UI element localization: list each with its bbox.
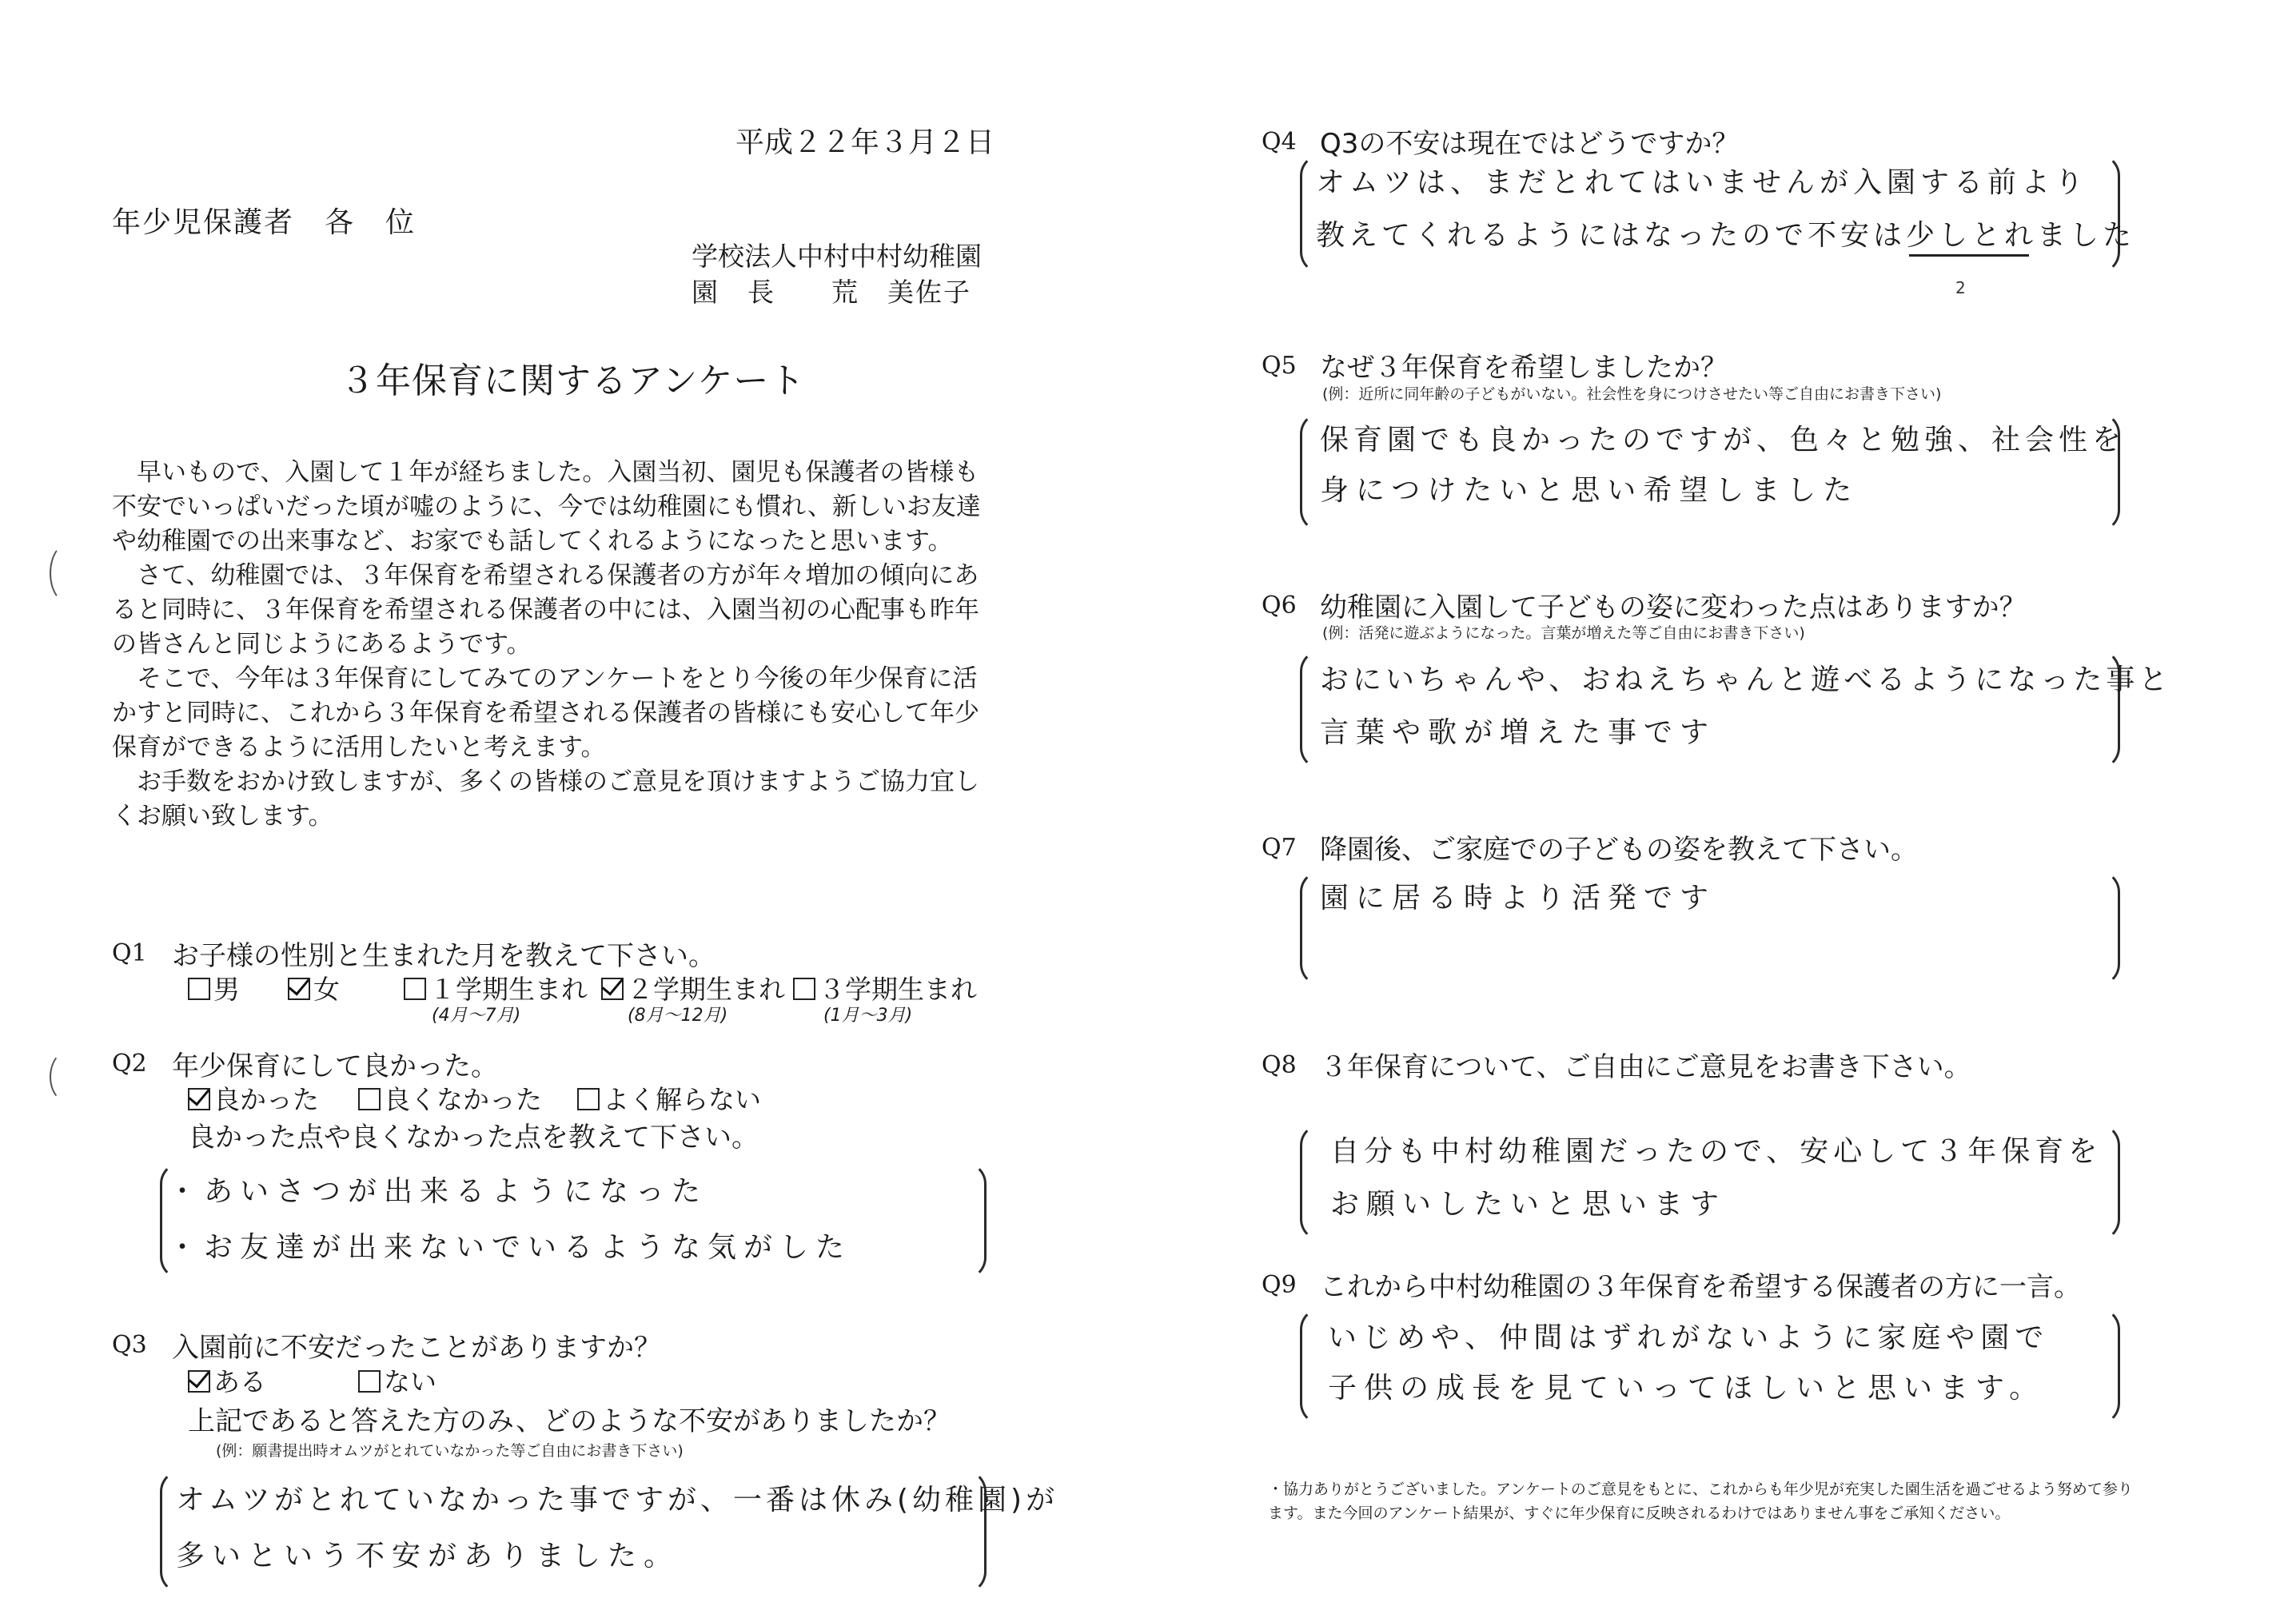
option-label: よく解らない [603,1084,761,1115]
q2-option-unsure[interactable] [577,1079,761,1117]
q4-label: Q4 [1262,128,1297,156]
q1-term2-months: (8月～12月) [628,1006,728,1026]
survey-title: ３年保育に関するアンケート [340,361,806,401]
binding-hole-mark [50,1051,85,1102]
recipient-line: 年少児保護者 各 位 [112,206,417,239]
q6-answer-line: おにいちゃんや、おねえちゃんと遊べるようになった事と [1320,664,2172,696]
school-name: 学校法人中村中村幼稚園 [692,241,982,272]
q8-answer-line: 自分も中村幼稚園だったので、安心して３年保育を [1330,1135,2103,1168]
q7-answer-line: 園に居る時より活発です [1320,882,1716,915]
intro-paragraph: お手数をおかけ致しますが、多くの皆様のご意見を頂けますようご協力宜しくお願い致します。 [112,767,979,831]
option-label: 男 [213,974,240,1005]
q3-option-no[interactable] [358,1361,436,1399]
checkbox-icon[interactable] [358,1370,381,1393]
q6-label: Q6 [1262,592,1297,620]
q6-note: (例：活発に遊ぶようになった。言葉が増えた等ご自由にお書き下さい) [1322,624,1805,642]
checkbox-icon[interactable] [188,978,210,1000]
checkbox-icon[interactable] [404,978,426,1000]
q5-note: (例：近所に同年齢の子どもがいない。社会性を身につけさせたい等ご自由にお書き下さい) [1322,385,1942,403]
q3-answer-line: 多いという不安がありました。 [176,1540,680,1572]
q2-answer-line: ・お友達が出来ないでいるような気がした [168,1231,852,1264]
q7-question: 降園後、ご家庭での子どもの姿を教えて下さい。 [1320,834,1918,866]
q1-option-female[interactable] [288,969,340,1006]
checkbox-icon[interactable] [793,978,815,1000]
option-label: ２学期生まれ [627,974,785,1005]
q7-label: Q7 [1262,834,1297,862]
q1-option-term1[interactable] [404,969,588,1006]
q5-question: なぜ３年保育を希望しましたか？ [1320,352,1728,384]
closing-footnote: ・協力ありがとうございました。アンケートのご意見をもとに、これからも年少児が充実した園生活を過ごせるよう努めて参ります。また今回のアンケート結果が、すぐに年少保育に反映されるわけではありません事をご承知ください。 [1268,1481,2133,1522]
option-label: ない [384,1366,436,1397]
q4-question: Q3の不安は現在ではどうですか？ [1320,128,1740,160]
checkbox-icon[interactable] [358,1088,381,1110]
intro-text [112,456,991,834]
q8-question: ３年保育について、ご自由にご意見をお書き下さい。 [1320,1051,1971,1083]
intro-paragraph: そこで、今年は３年保育にしてみてのアンケートをとり今後の年少保育に活かすと同時に、これから３年保育を希望される保護者の皆様にも安心して年少保育ができるように活用したいと考えます。 [112,664,979,762]
checkbox-icon[interactable] [577,1088,600,1110]
checkbox-checked-icon[interactable] [188,1088,210,1110]
q3-label: Q3 [112,1331,147,1359]
letter-date: 平成２２年３月２日 [735,126,995,159]
option-label: 良くなかった [384,1084,542,1115]
q1-option-term2[interactable] [601,969,785,1006]
q3-option-yes[interactable] [188,1361,266,1399]
checkbox-checked-icon[interactable] [288,978,310,1000]
q4-answer-line: 教えてくれるようにはなったので不安は少しとれました [1316,219,2136,252]
q9-question: これから中村幼稚園の３年保育を希望する保護者の方に一言。 [1320,1271,2081,1303]
checkbox-checked-icon[interactable] [188,1370,210,1393]
q2-label: Q2 [112,1050,147,1078]
q2-answer-line: ・あいさつが出来るようになった [168,1175,708,1208]
q2-option-not-good[interactable] [358,1079,542,1117]
option-label: １学期生まれ [429,974,588,1005]
q1-option-male[interactable] [188,969,240,1006]
option-label: ３学期生まれ [819,974,977,1005]
q6-question: 幼稚園に入園して子どもの姿に変わった点はありますか？ [1320,592,2027,624]
intro-paragraph: さて、幼稚園では、３年保育を希望される保護者の方が年々増加の傾向にあると同時に、３年保育を希望される保護者の中には、入園当初の心配事も昨年の皆さんと同じようにあるようです。 [112,561,979,659]
checkbox-checked-icon[interactable] [601,978,624,1000]
q9-label: Q9 [1262,1271,1297,1299]
principal-name: 園 長 荒 美佐子 [692,277,971,308]
q3-followup: 上記であると答えた方のみ、どのような不安がありましたか？ [188,1405,951,1437]
q9-answer-line: 子供の成長を見ていってほしいと思います。 [1328,1372,2046,1405]
q6-answer-line: 言葉や歌が増えた事です [1320,716,1716,749]
q1-label: Q1 [112,939,147,967]
q5-answer-line: 身につけたいと思い希望しました [1320,474,1860,507]
q2-option-good[interactable] [188,1079,319,1117]
q2-question: 年少保育にして良かった。 [172,1050,498,1082]
intro-paragraph: 早いもので、入園して１年が経ちました。入園当初、園児も保護者の皆様も不安でいっぱいだった頃が嘘のように、今では幼稚園にも慣れ、新しいお友達や幼稚園での出来事など、お家でも話してくれるようになったと思います。 [112,458,981,556]
q1-option-term3[interactable] [793,969,977,1006]
handwritten-underline [1909,254,2029,257]
q2-followup: 良かった点や良くなかった点を教えて下さい。 [188,1122,759,1154]
q3-answer-line: オムツがとれていなかった事ですが、一番は休み(幼稚園)が [176,1484,1059,1516]
q1-term1-months: (4月～7月) [432,1006,521,1026]
q4-answer-line: オムツは、まだとれてはいませんが入園する前より [1316,166,2089,199]
q5-answer-line: 保育園でも良かったのですが、色々と勉強、社会性を [1320,424,2127,456]
binding-hole-mark [50,544,85,603]
q8-answer-line: お願いしたいと思います [1330,1188,1727,1221]
q3-note: (例：願書提出時オムツがとれていなかった等ご自由にお書き下さい) [216,1442,684,1460]
q3-question: 入園前に不安だったことがありますか？ [172,1332,661,1364]
option-label: ある [213,1366,266,1397]
q1-term3-months: (1月～3月) [823,1006,913,1026]
q9-answer-line: いじめや、仲間はずれがないように家庭や園で [1328,1321,2050,1354]
stray-mark: 2 [1955,278,1966,297]
q8-label: Q8 [1262,1051,1297,1079]
q1-question: お子様の性別と生まれた月を教えて下さい。 [172,940,716,972]
option-label: 女 [313,974,340,1005]
right-page [1148,0,2296,1618]
q5-label: Q5 [1262,352,1297,380]
option-label: 良かった [213,1084,319,1115]
